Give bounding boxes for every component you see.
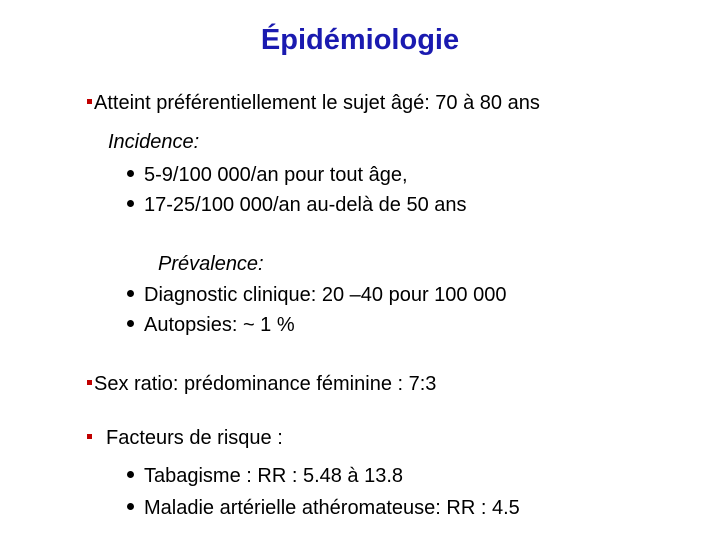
incidence-item-text: 5-9/100 000/an pour tout âge,	[144, 164, 408, 186]
bullet-dot-icon	[127, 320, 134, 327]
prevalence-item-text: Autopsies: ~ 1 %	[144, 314, 295, 336]
risk-factor-item-text: Maladie artérielle athéromateuse: RR : 4.5	[144, 497, 520, 519]
prevalence-item	[127, 313, 295, 337]
risk-factors-bullet-line	[87, 426, 283, 450]
square-bullet-icon	[87, 380, 92, 385]
bullet-dot-icon	[127, 170, 134, 177]
sex-ratio-text: Sex ratio: prédominance féminine : 7:3	[94, 373, 437, 395]
square-bullet-icon	[87, 99, 92, 104]
incidence-label: Incidence:	[108, 131, 200, 153]
risk-factor-item-text: Tabagisme : RR : 5.48 à 13.8	[144, 465, 404, 487]
incidence-item	[127, 163, 408, 187]
bullet-dot-icon	[127, 200, 134, 207]
age-text: Atteint préférentiellement le sujet âgé: 70 à 80 ans	[94, 92, 540, 114]
risk-factor-item	[127, 496, 520, 520]
bullet-dot-icon	[127, 290, 134, 297]
incidence-item	[127, 193, 467, 217]
slide-title: Épidémiologie	[260, 24, 460, 56]
risk-factors-label: Facteurs de risque :	[106, 427, 283, 449]
risk-factor-item	[127, 464, 403, 488]
square-bullet-icon	[87, 434, 92, 439]
sex-ratio-bullet-line	[87, 372, 436, 396]
age-bullet-line	[87, 91, 540, 115]
prevalence-item-text: Diagnostic clinique: 20 –40 pour 100 000	[144, 284, 507, 306]
prevalence-item	[127, 283, 506, 307]
incidence-item-text: 17-25/100 000/an au-delà de 50 ans	[144, 194, 467, 216]
prevalence-label: Prévalence:	[158, 253, 264, 275]
bullet-dot-icon	[127, 503, 134, 510]
bullet-dot-icon	[127, 471, 134, 478]
